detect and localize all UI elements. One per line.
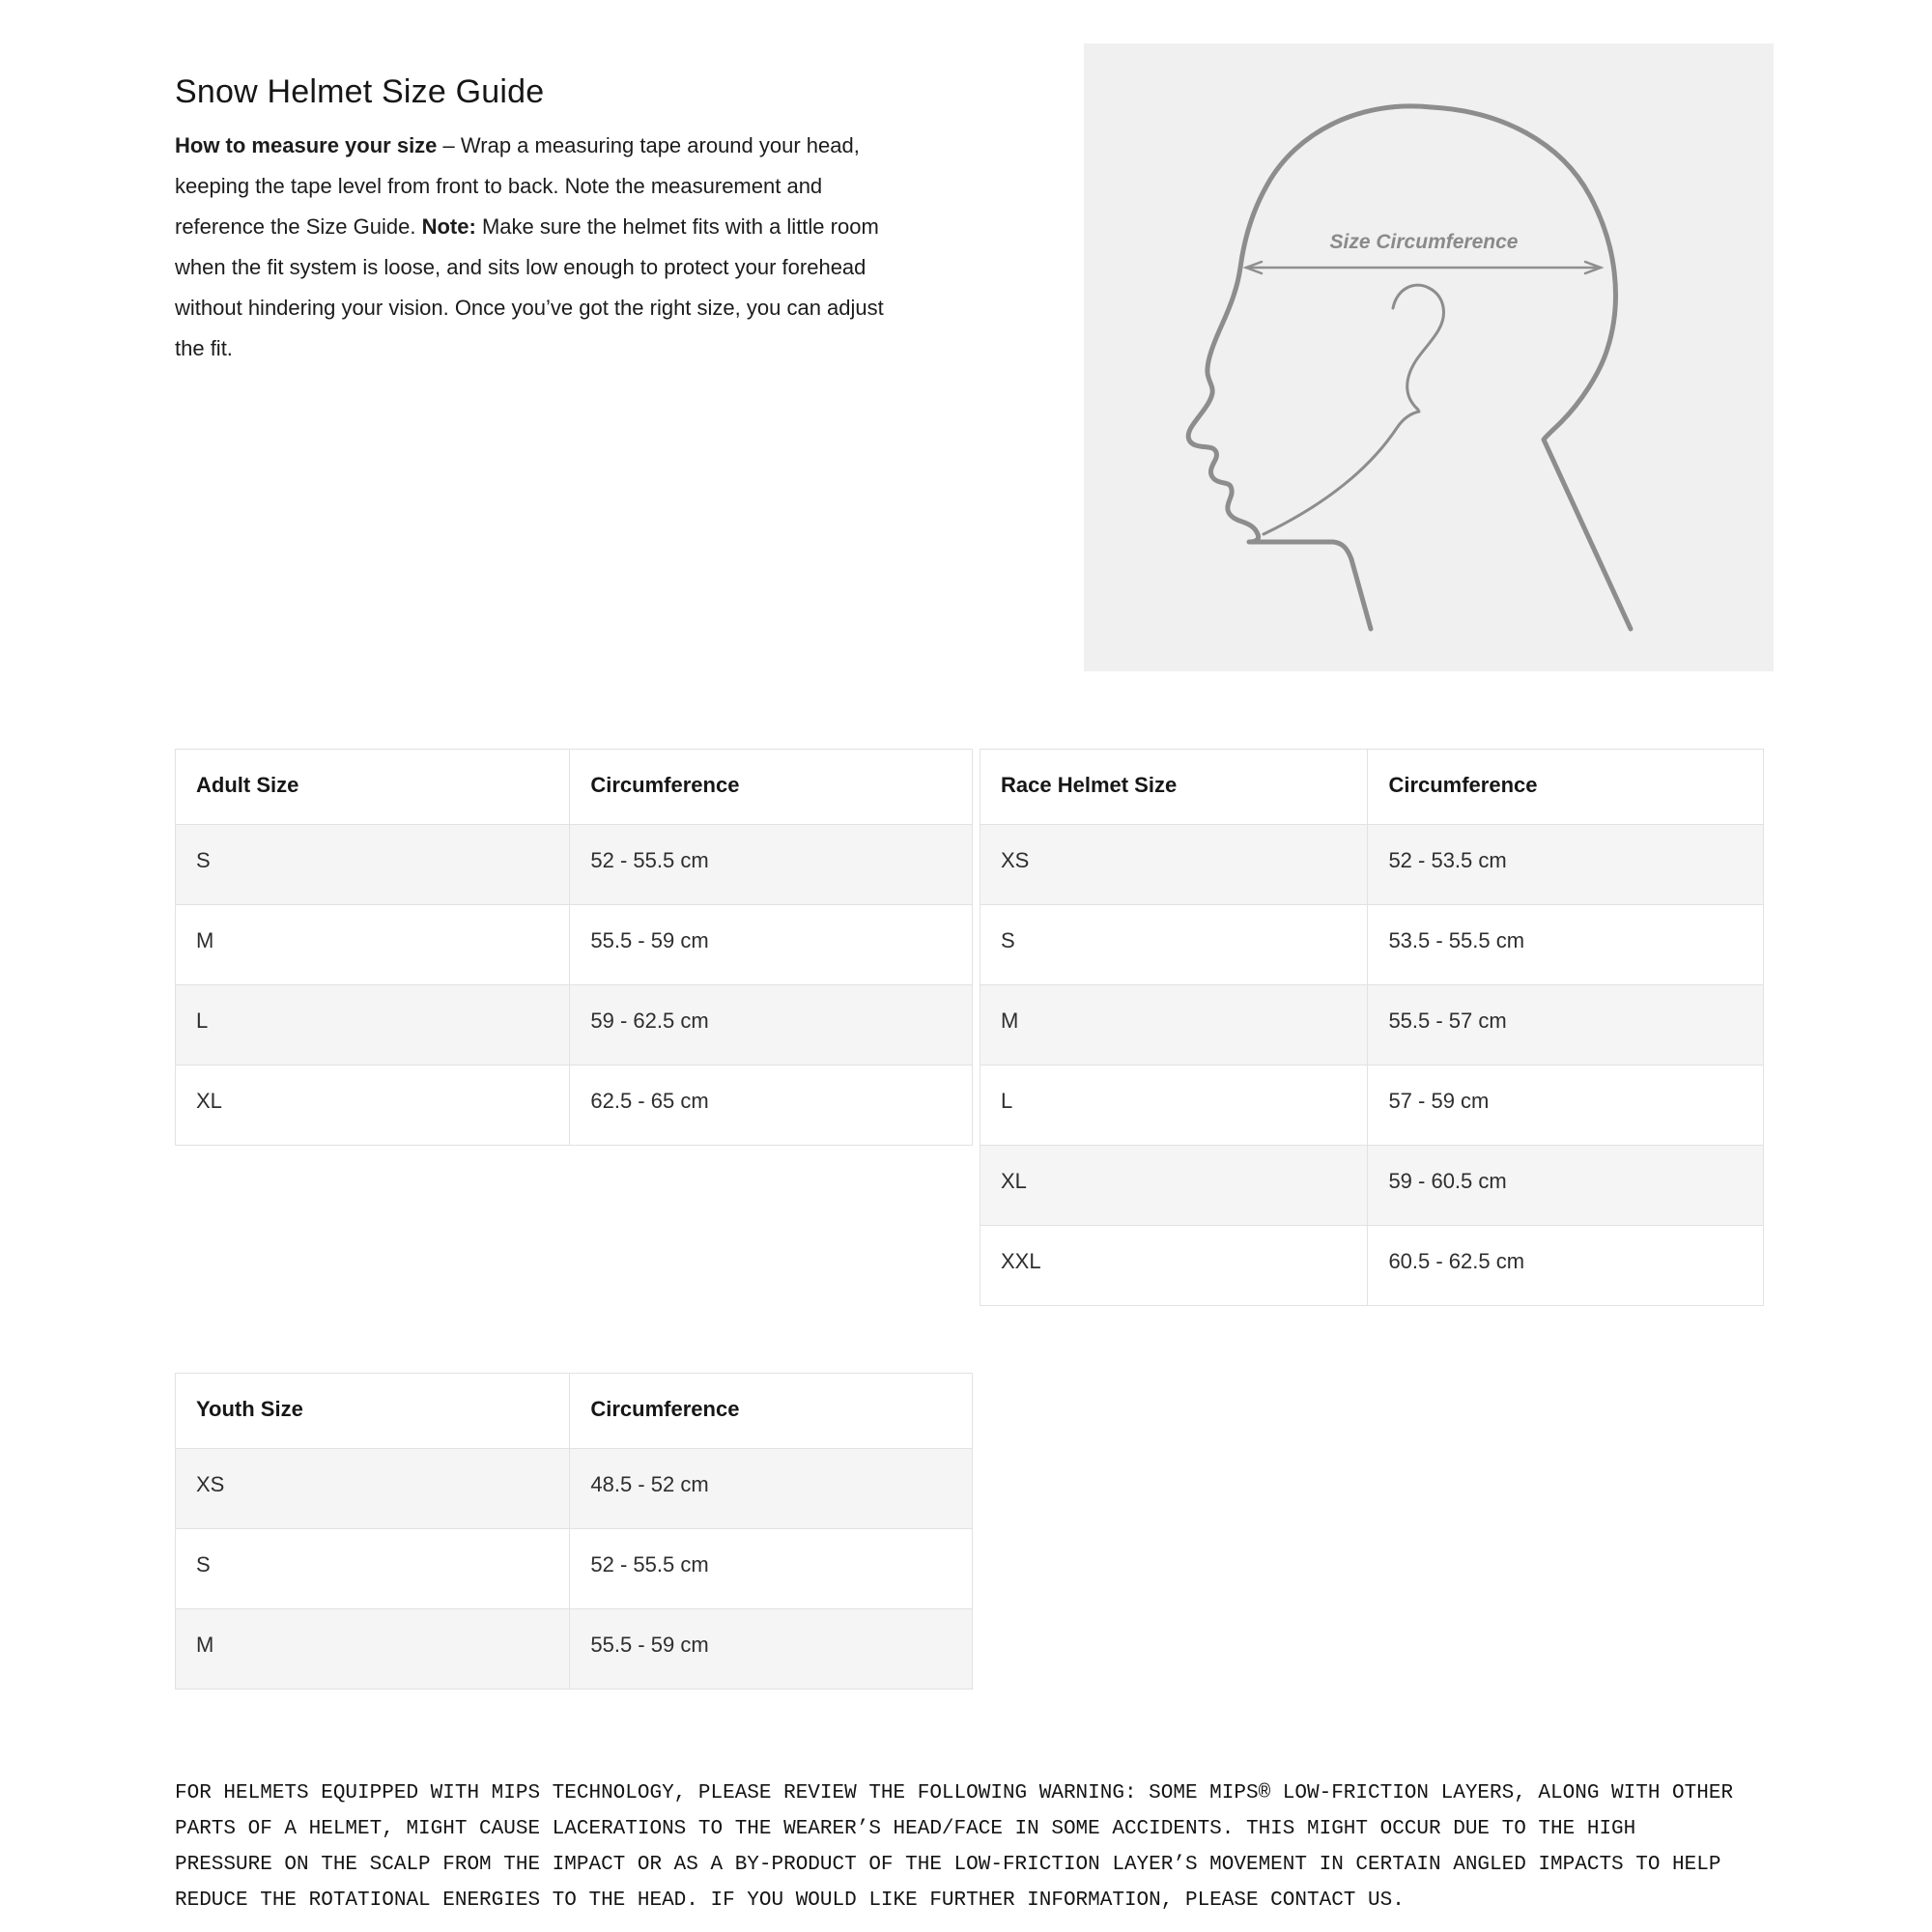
table-header-row xyxy=(980,750,1764,825)
table-row xyxy=(176,1529,973,1609)
table-row xyxy=(176,1609,973,1690)
size-cell: S xyxy=(980,905,1368,985)
table-row xyxy=(980,1146,1764,1226)
circumference-cell: 52 - 55.5 cm xyxy=(570,1529,973,1609)
warning-line: PRESSURE ON THE SCALP FROM THE IMPACT OR AS A BY-PRODUCT OF THE LOW-FRICTION LAYER’S MOVEMENT IN CERTAIN ANGLED IMPACTS TO HELP xyxy=(175,1854,1721,1876)
size-cell: M xyxy=(176,1609,570,1690)
circumference-cell: 55.5 - 59 cm xyxy=(570,1609,973,1690)
page-title: Snow Helmet Size Guide xyxy=(175,72,545,110)
size-cell: L xyxy=(176,985,570,1065)
intro-text-2: Make sure the helmet fits with a little room when the fit system is loose, and sits low enough to protect your forehead without hindering your vision. Once you’ve got the right size, you can adjust the fit. xyxy=(175,214,884,360)
table-row xyxy=(176,1065,973,1146)
table-row xyxy=(980,1065,1764,1146)
table-row xyxy=(176,825,973,905)
size-cell: S xyxy=(176,825,570,905)
table-header-row xyxy=(176,1374,973,1449)
back-of-head-outline xyxy=(1432,107,1631,629)
intro-bold-lead: How to measure your size xyxy=(175,133,438,157)
column-header-size: Adult Size xyxy=(176,750,570,825)
column-header-circumference: Circumference xyxy=(1368,750,1764,825)
size-cell: XS xyxy=(980,825,1368,905)
table-row xyxy=(980,985,1764,1065)
table-row xyxy=(980,825,1764,905)
warning-line: FOR HELMETS EQUIPPED WITH MIPS TECHNOLOGY, PLEASE REVIEW THE FOLLOWING WARNING: SOME MIPS® LOW-FRICTION LAYERS, ALONG WITH OTHER xyxy=(175,1782,1734,1804)
circumference-cell: 57 - 59 cm xyxy=(1368,1065,1764,1146)
circumference-cell: 59 - 62.5 cm xyxy=(570,985,973,1065)
warning-line: PARTS OF A HELMET, MIGHT CAUSE LACERATIONS TO THE WEARER’S HEAD/FACE IN SOME ACCIDENTS. THIS MIGHT OCCUR DUE TO THE HIGH xyxy=(175,1818,1636,1840)
circumference-cell: 60.5 - 62.5 cm xyxy=(1368,1226,1764,1306)
size-cell: XL xyxy=(980,1146,1368,1226)
table-row xyxy=(176,905,973,985)
circumference-cell: 52 - 53.5 cm xyxy=(1368,825,1764,905)
circumference-cell: 59 - 60.5 cm xyxy=(1368,1146,1764,1226)
size-cell: M xyxy=(176,905,570,985)
head-measurement-diagram xyxy=(1084,43,1774,671)
youth-size-table xyxy=(175,1373,973,1690)
size-cell: XL xyxy=(176,1065,570,1146)
size-cell: M xyxy=(980,985,1368,1065)
table-row xyxy=(980,905,1764,985)
circumference-cell: 62.5 - 65 cm xyxy=(570,1065,973,1146)
table-header-row xyxy=(176,750,973,825)
mips-warning-text xyxy=(175,1776,1817,1918)
table-row xyxy=(176,985,973,1065)
intro-text-1: – Wrap a measuring tape around your head, keeping the tape level from front to back. Note the measurement and reference the Size Guide. xyxy=(175,133,860,239)
jaw-line xyxy=(1264,412,1419,534)
column-header-size: Youth Size xyxy=(176,1374,570,1449)
face-profile-outline xyxy=(1188,106,1432,629)
race-helmet-size-table xyxy=(980,749,1764,1306)
circumference-cell: 55.5 - 59 cm xyxy=(570,905,973,985)
circumference-arrow xyxy=(1246,262,1601,273)
circumference-cell: 48.5 - 52 cm xyxy=(570,1449,973,1529)
table-row xyxy=(176,1449,973,1529)
table-row xyxy=(980,1226,1764,1306)
adult-size-table xyxy=(175,749,973,1146)
size-circumference-label: Size Circumference xyxy=(1329,231,1519,253)
size-cell: S xyxy=(176,1529,570,1609)
column-header-size: Race Helmet Size xyxy=(980,750,1368,825)
head-profile-illustration xyxy=(1084,43,1774,671)
ear-outline xyxy=(1393,285,1443,410)
warning-line: REDUCE THE ROTATIONAL ENERGIES TO THE HEAD. IF YOU WOULD LIKE FURTHER INFORMATION, PLEASE CONTACT US. xyxy=(175,1889,1405,1912)
size-cell: XXL xyxy=(980,1226,1368,1306)
column-header-circumference: Circumference xyxy=(570,1374,973,1449)
circumference-cell: 55.5 - 57 cm xyxy=(1368,985,1764,1065)
column-header-circumference: Circumference xyxy=(570,750,973,825)
circumference-cell: 53.5 - 55.5 cm xyxy=(1368,905,1764,985)
size-cell: L xyxy=(980,1065,1368,1146)
circumference-cell: 52 - 55.5 cm xyxy=(570,825,973,905)
intro-paragraph xyxy=(175,126,887,369)
size-cell: XS xyxy=(176,1449,570,1529)
intro-note-label: Note: xyxy=(421,214,476,239)
